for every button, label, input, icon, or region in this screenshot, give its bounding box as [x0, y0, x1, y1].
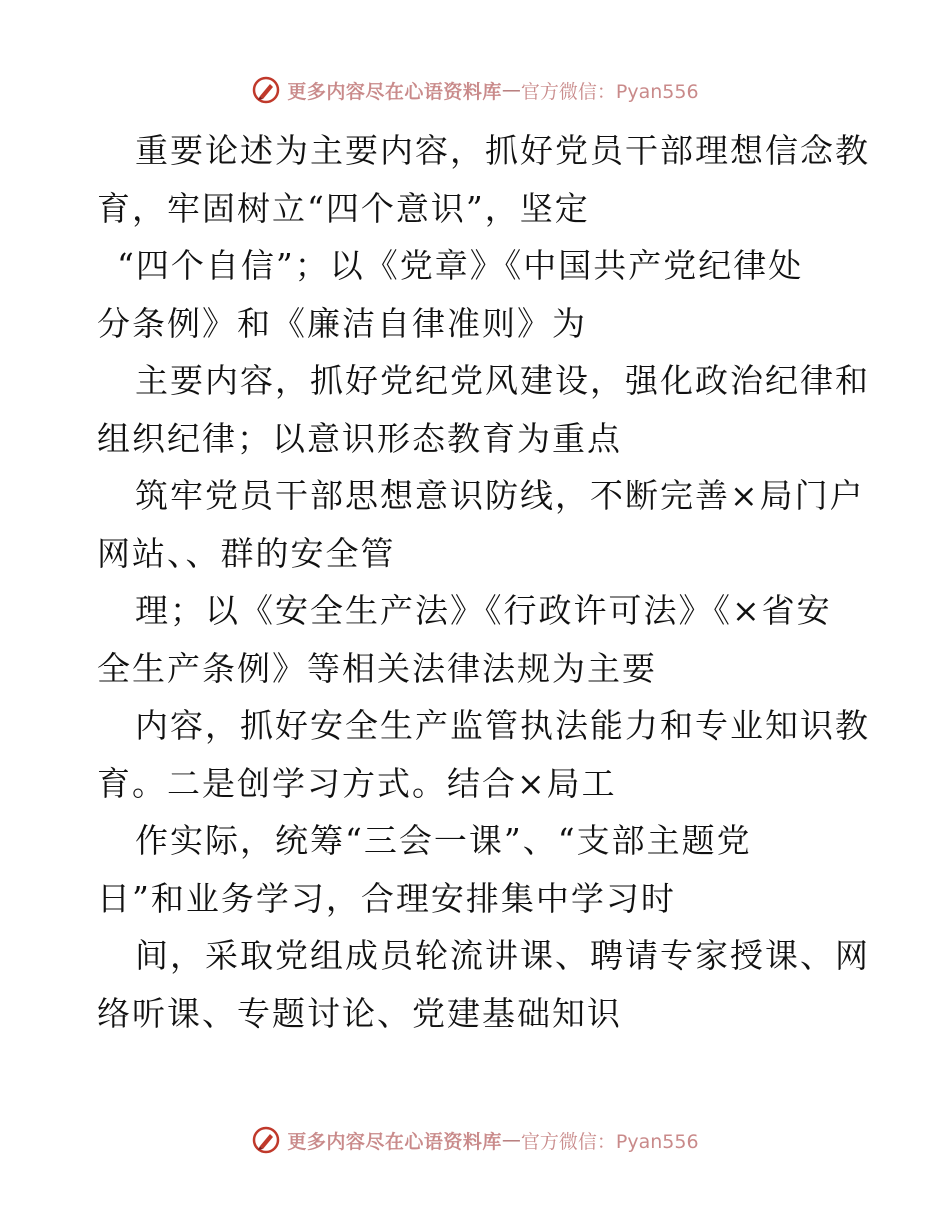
text-line: 育，牢固树立“四个意识”，坚定: [97, 188, 590, 228]
text-line: 理；以《安全生产法》《行政许可法》《×省安: [135, 591, 832, 630]
text-line: “四个自信”；以《党章》《中国共产党纪律处: [117, 246, 804, 285]
document-body: [97, 122, 870, 1042]
text-line: 作实际，统筹“三会一课”、“支部主题党: [135, 821, 752, 860]
watermark-account: 官方微信：Pyan556: [520, 80, 699, 103]
text-line: 主要内容，抓好党纪党风建设，强化政治纪律和: [135, 361, 870, 400]
footer-watermark: [0, 1120, 950, 1160]
watermark-separator: —: [501, 79, 521, 101]
text-line: 筑牢党员干部思想意识防线，不断完善×局门户: [135, 476, 865, 515]
watermark-text: 更多内容尽在心语资料库: [287, 80, 502, 103]
text-line: 育。二是创学习方式。结合×局工: [97, 763, 617, 803]
text-line: 组织纪律；以意识形态教育为重点: [97, 418, 622, 458]
watermark-account: 官方微信：Pyan556: [520, 1130, 699, 1153]
text-line: 络听课、专题讨论、党建基础知识: [97, 993, 622, 1033]
pen-logo-icon: [251, 75, 281, 105]
text-line: 网站、、群的安全管: [97, 533, 396, 573]
text-line: 日”和业务学习，合理安排集中学习时: [97, 878, 676, 918]
text-line: 内容，抓好安全生产监管执法能力和专业知识教: [135, 706, 870, 745]
header-watermark: [0, 70, 950, 110]
pen-logo-icon: [251, 1125, 281, 1155]
watermark-separator: —: [501, 1129, 521, 1151]
text-line: 分条例》和《廉洁自律准则》为: [97, 303, 587, 343]
text-line: 重要论述为主要内容，抓好党员干部理想信念教: [135, 131, 870, 170]
text-line: 间，采取党组成员轮流讲课、聘请专家授课、网: [135, 936, 870, 975]
text-line: 全生产条例》等相关法律法规为主要: [97, 648, 657, 688]
watermark-text: 更多内容尽在心语资料库: [287, 1130, 502, 1153]
